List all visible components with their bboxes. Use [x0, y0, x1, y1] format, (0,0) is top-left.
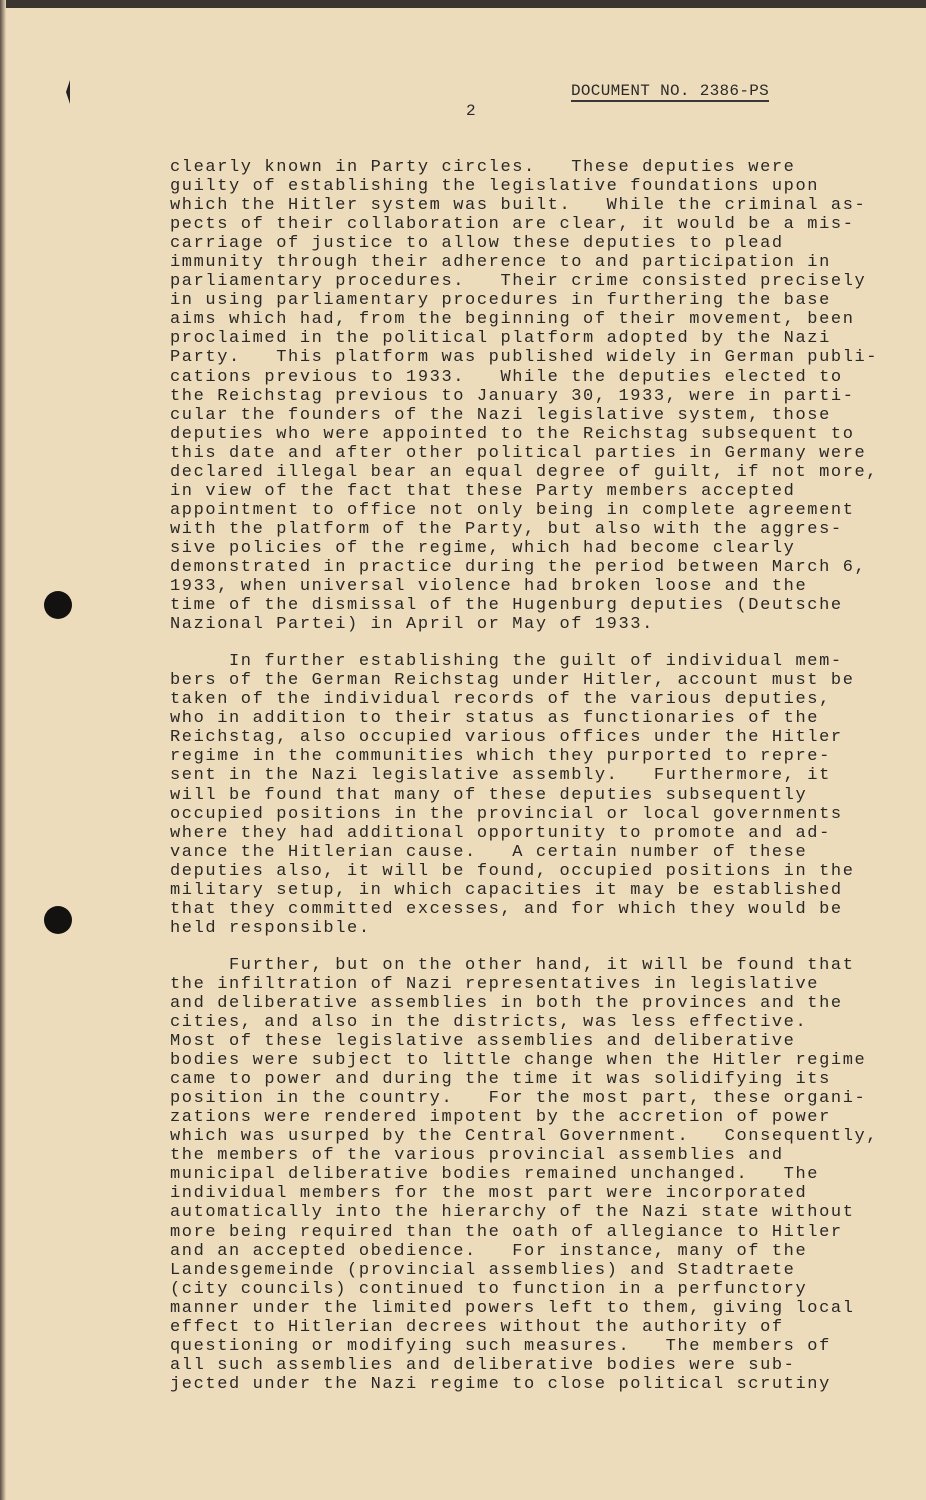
- paragraph-gap: [170, 938, 878, 956]
- text-line: the Reichstag previous to January 30, 1933, were in parti-: [170, 386, 855, 406]
- text-line: time of the dismissal of the Hugenburg deputies (Deutsche: [170, 596, 843, 616]
- text-line: the infiltration of Nazi representatives in legislative: [170, 974, 820, 994]
- punch-hole-icon: [44, 906, 72, 934]
- paragraph-gap: [170, 634, 878, 652]
- text-line: 1933, when universal violence had broken loose and the: [170, 577, 808, 597]
- text-line: zations were rendered impotent by the accretion of power: [170, 1108, 831, 1128]
- text-line: clearly known in Party circles. These deputies were: [170, 158, 796, 177]
- text-line: in view of the fact that these Party members accepted: [170, 481, 796, 501]
- text-line: held responsible.: [170, 918, 371, 938]
- text-line: sent in the Nazi legislative assembly. Furthermore, it: [170, 766, 831, 786]
- text-line: which was usurped by the Central Government. Consequently,: [170, 1127, 879, 1147]
- text-line: proclaimed in the political platform adopted by the Nazi: [170, 329, 831, 349]
- text-line: parliamentary procedures. Their crime consisted precisely: [170, 272, 867, 292]
- text-line: who in addition to their status as functionaries of the: [170, 709, 820, 729]
- text-line: bers of the German Reichstag under Hitler, account must be: [170, 671, 855, 691]
- text-line: bodies were subject to little change when the Hitler regime: [170, 1051, 867, 1071]
- text-line: Most of these legislative assemblies and deliberative: [170, 1032, 796, 1052]
- text-line: In further establishing the guilt of individual mem-: [170, 652, 843, 672]
- text-line: aims which had, from the beginning of their movement, been: [170, 310, 855, 330]
- text-line: cular the founders of the Nazi legislative system, those: [170, 405, 831, 425]
- text-line: Landesgemeinde (provincial assemblies) and Stadtraete: [170, 1260, 796, 1280]
- text-line: (city councils) continued to function in a perfunctory: [170, 1279, 808, 1299]
- text-line: which the Hitler system was built. While the criminal as-: [170, 196, 867, 216]
- document-number: DOCUMENT NO. 2386-PS: [571, 82, 770, 100]
- document-body: [170, 158, 878, 1394]
- text-line: declared illegal bear an equal degree of guilt, if not more,: [170, 462, 879, 482]
- text-line: automatically into the hierarchy of the Nazi state without: [170, 1203, 855, 1223]
- text-line: all such assemblies and deliberative bodies were sub-: [170, 1355, 796, 1375]
- text-line: manner under the limited powers left to them, giving local: [170, 1298, 855, 1318]
- text-line: guilty of establishing the legislative foundations upon: [170, 177, 820, 197]
- text-line: vance the Hitlerian cause. A certain number of these: [170, 842, 808, 862]
- text-line: the members of the various provincial assemblies and: [170, 1146, 784, 1166]
- text-line: municipal deliberative bodies remained unchanged. The: [170, 1165, 820, 1185]
- text-line: Reichstag, also occupied various offices under the Hitler: [170, 728, 843, 748]
- text-line: that they committed excesses, and for which they would be: [170, 899, 843, 919]
- text-line: and deliberative assemblies in both the provinces and the: [170, 993, 843, 1013]
- text-line: and an accepted obedience. For instance, many of the: [170, 1241, 808, 1261]
- text-line: carriage of justice to allow these deputies to plead: [170, 234, 784, 254]
- text-line: deputies who were appointed to the Reichstag subsequent to: [170, 424, 855, 444]
- text-line: with the platform of the Party, but also with the aggres-: [170, 519, 843, 539]
- text-line: more being required than the oath of allegiance to Hitler: [170, 1222, 843, 1242]
- text-line: deputies also, it will be found, occupied positions in the: [170, 861, 855, 881]
- text-line: cities, and also in the districts, was less effective.: [170, 1013, 808, 1033]
- text-line: appointment to office not only being in complete agreement: [170, 500, 855, 520]
- text-line: Nazional Partei) in April or May of 1933.: [170, 615, 654, 635]
- scan-top-edge: [0, 0, 926, 8]
- text-line: immunity through their adherence to and participation in: [170, 253, 831, 273]
- text-line: individual members for the most part were incorporated: [170, 1184, 808, 1204]
- text-line: military setup, in which capacities it may be established: [170, 880, 843, 900]
- text-line: in using parliamentary procedures in furthering the base: [170, 291, 831, 311]
- text-line: pects of their collaboration are clear, it would be a mis-: [170, 215, 855, 235]
- text-line: demonstrated in practice during the period between March 6,: [170, 557, 867, 577]
- text-line: position in the country. For the most part, these organi-: [170, 1089, 867, 1109]
- text-line: Party. This platform was published widely in German publi-: [170, 348, 879, 368]
- text-line: sive policies of the regime, which had become clearly: [170, 538, 796, 558]
- text-line: this date and after other political parties in Germany were: [170, 443, 867, 463]
- text-line: cations previous to 1933. While the deputies elected to: [170, 367, 843, 387]
- paper-tear-mark: [58, 80, 70, 104]
- text-line: occupied positions in the provincial or local governments: [170, 804, 843, 824]
- text-line: Further, but on the other hand, it will be found that: [170, 955, 855, 975]
- text-line: came to power and during the time it was solidifying its: [170, 1070, 831, 1090]
- page-number: 2: [466, 102, 476, 120]
- punch-hole-icon: [44, 591, 72, 619]
- text-line: effect to Hitlerian decrees without the authority of: [170, 1317, 784, 1337]
- text-line: regime in the communities which they purported to repre-: [170, 747, 831, 767]
- text-line: will be found that many of these deputies subsequently: [170, 785, 808, 805]
- scan-left-edge: [0, 0, 6, 1500]
- text-line: where they had additional opportunity to promote and ad-: [170, 823, 831, 843]
- text-line: jected under the Nazi regime to close political scrutiny: [170, 1374, 831, 1394]
- text-line: questioning or modifying such measures. The members of: [170, 1336, 831, 1356]
- text-line: taken of the individual records of the various deputies,: [170, 690, 831, 710]
